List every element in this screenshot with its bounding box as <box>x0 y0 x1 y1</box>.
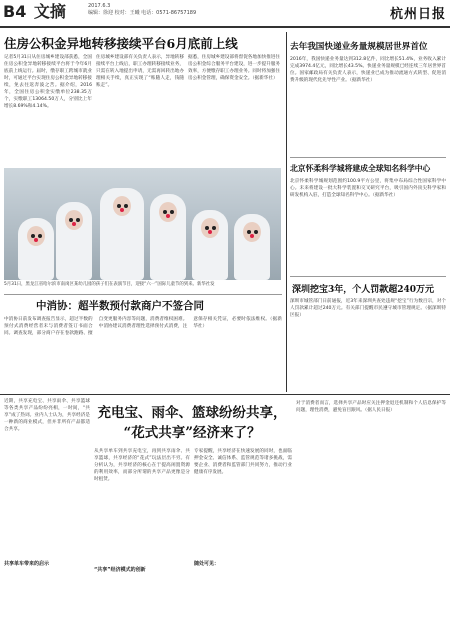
express-headline: 去年我国快递业务量规模居世界首位 <box>290 42 428 52</box>
shenzhen-body: 深圳市城管部门日前通报，近3年来深圳共查处违规“挖宝”行为数百宗，对个人罚款累计超过240万元。有关部门提醒市民遵守城市管理规定。（据深圳特区报） <box>290 299 446 318</box>
shenzhen-headline: 深圳挖宝3年，个人罚款超240万元 <box>292 285 435 295</box>
top-story-col-1: 记者5月31日从住房城乡建设部获悉，全国住房公积金异地转移接续平台将于今年6月底前上线运行。届时，缴存职工跨城市就业时，可通过平台实现住房公积金异地转移接续，免去往返奔波之苦。据介绍，2016年，全国住房公积金实缴单位238.35万个，实缴职工13064.50万人，分别比上年增长8.69%和4.14%。 <box>4 55 92 109</box>
child-figure <box>18 218 54 280</box>
section-name: 文摘 <box>33 2 66 21</box>
children-photo <box>4 168 281 280</box>
issue-date: 2017.6.3 <box>88 3 111 9</box>
divider <box>290 157 446 158</box>
editor-line: 编辑：徐迎 校对：王曦 电话：0571-86757189 <box>88 10 197 16</box>
feature-headline-line-2: “花式共享”经济来了？ <box>123 425 261 441</box>
header-meta <box>88 3 258 17</box>
photo-caption: 5月31日，黑龙江省哈尔滨市南岗区某幼儿园的孩子们在表演节目，迎接“六一”国际儿童节的到来。新华社发 <box>4 282 215 287</box>
child-figure <box>150 194 186 280</box>
section-label <box>3 2 66 22</box>
top-story-col-2: 住房城乡建设部有关负责人表示，异地转移接续平台上线后，职工办理转移接续业务，只需在转入地提出申请，无需再回转出地办理相关手续，真正实现了“账随人走，钱随账走”。 <box>96 55 184 88</box>
child-figure <box>100 188 144 280</box>
feature-col-1: 近期，共享充电宝、共享雨伞、共享篮球等各类共享产品纷纷亮相，一时间，“共享”成了热词。业内人士认为，共享经济是一种新的商业模式，但并非所有产品都适合共享。 <box>4 399 90 432</box>
masthead: 杭州日报 <box>389 7 446 22</box>
feature-col-2: 从共享单车到共享充电宝，再到共享雨伞、共享篮球，共享经济的“花式”玩法层出不穷。有分析认为，共享经济的核心在于提高闲置资源的利用效率，而部分所谓的共享产品更像是分时租赁。 <box>94 449 190 482</box>
divider <box>290 276 446 277</box>
column-divider <box>286 32 287 392</box>
feature-col-3: 专家提醒，共享经济在快速发展的同时，也面临押金安全、诚信体系、监管规范等诸多挑战，需要企业、消费者和监管部门共同努力，推动行业健康有序发展。 <box>194 449 292 475</box>
page-header <box>0 0 450 28</box>
feature-subhead-3: 共享单车带来的启示 <box>4 561 50 567</box>
science-city-body: 北京怀柔科学城规划范围约100.9平方公里，将集中布局综合性国家科学中心。未来将建设一批大科学装置和交叉研究平台，吸引国内外顶尖科学家和研发机构入驻，打造全球知名科学中心。（据新华社） <box>290 179 446 198</box>
section-letter: B4 <box>3 2 27 21</box>
divider <box>4 294 282 295</box>
child-figure <box>56 202 92 280</box>
consumer-headline: 中消协：超半数预付款商户不签合同 <box>36 300 204 312</box>
top-story-headline: 住房公积金异地转移接续平台6月底前上线 <box>4 36 238 51</box>
express-body: 2016年，我国快递业务量达到312.8亿件，同比增长51.4%，业务收入累计完成3974.4亿元，同比增长43.5%。快递业务量规模已经连续三年居世界首位。国家邮政局有关负责人表示，快递业已成为推动流通方式转型、促进消费升级的现代化先导性产业。（据新华社） <box>290 57 446 83</box>
feature-subhead-1: 随处可见： <box>194 561 220 567</box>
science-city-headline: 北京怀柔科学城将建成全球知名科学中心 <box>290 164 431 173</box>
feature-headline-line-1: 充电宝、雨伞、篮球纷纷共享， <box>97 405 287 421</box>
feature-subhead-2: “共享”经济模式的创新 <box>94 567 146 573</box>
top-story-col-3: 据悉，住房城乡建设部将督促各地加快推进住房公积金综合服务平台建设，进一步提升服务效率，方便缴存职工办理业务。同时将加强住房公积金管理，确保资金安全。（据新华社） <box>188 55 280 81</box>
child-figure <box>192 210 228 280</box>
child-figure <box>234 214 270 280</box>
feature-col-4: 对于消费者而言，选择共享产品时应关注押金退还机制和个人信息保护等问题，理性消费，避免盲目跟风。（据人民日报） <box>296 401 446 413</box>
consumer-body: 中消协日前发布调查报告显示，超过半数的预付式消费经营者未与消费者签订书面合同。调查发现，部分商户存在卷款跑路、擅自变更服务内容等问题，消费者维权困难。中消协建议消费者理性选择预付式消费，注意保存相关凭证，必要时依法维权。（据新华社） <box>4 317 282 336</box>
section-divider <box>0 394 450 395</box>
